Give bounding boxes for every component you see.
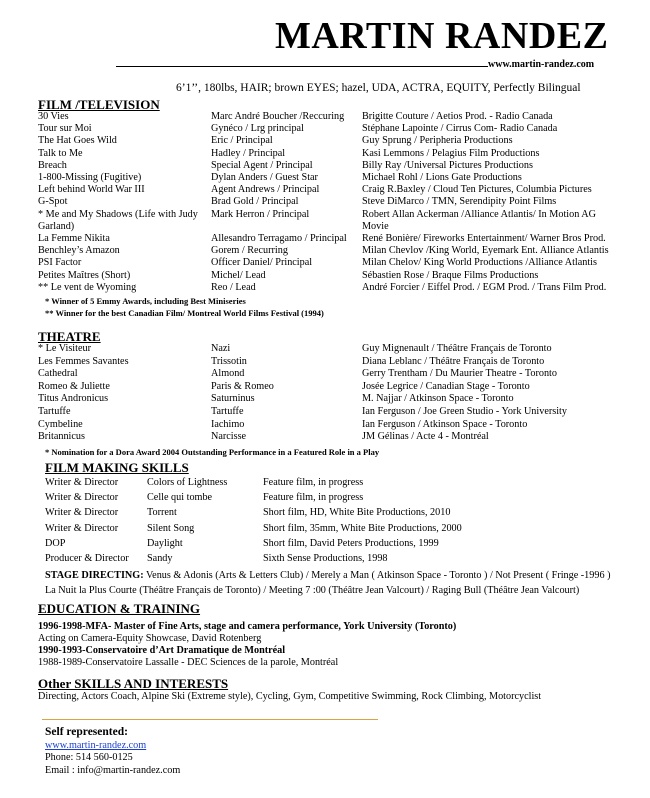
film-company: Guy Sprung / Peripheria Productions xyxy=(362,135,513,147)
theatre-title: Britannicus xyxy=(38,431,85,443)
filmmaking-project: Daylight xyxy=(147,537,183,549)
education-section-title: EDUCATION & TRAINING xyxy=(38,601,201,616)
education-mfa: 1996-1998-MFA- Master of Fine Arts, stage and camera performance, York University (Toronto) xyxy=(38,621,457,632)
film-role: Officer Daniel/ Principal xyxy=(211,257,313,269)
film-role: Michel/ Lead xyxy=(211,269,266,281)
film-role: Special Agent / Principal xyxy=(211,159,313,171)
film-title: 1-800-Missing (Fugitive) xyxy=(38,172,142,183)
film-company: André Forcier / Eiffel Prod. / EGM Prod. / Trans Film Prod. xyxy=(362,281,607,293)
contact-phone: Phone: 514 560-0125 xyxy=(45,752,133,763)
filmmaking-section-title: FILM MAKING SKILLS xyxy=(45,460,189,475)
theatre-role: Nazi xyxy=(211,343,231,354)
film-title: The Hat Goes Wild xyxy=(38,135,117,147)
theatre-title: Les Femmes Savantes xyxy=(38,355,129,367)
filmmaking-project: Silent Song xyxy=(147,522,195,534)
film-role: Marc André Boucher /Reccuring xyxy=(211,111,345,122)
contact-title: Self represented: xyxy=(45,726,128,738)
film-company: Kasi Lemmons / Pelagius Film Productions xyxy=(362,147,540,159)
film-company: Robert Allan Ackerman /Alliance Atlantis/ In Motion AG Movie xyxy=(362,208,596,232)
film-title: Benchley’s Amazon xyxy=(38,245,120,257)
film-title: PSI Factor xyxy=(38,257,82,269)
theatre-title: Romeo & Juliette xyxy=(38,380,110,392)
theatre-role: Almond xyxy=(211,368,245,380)
filmmaking-role: Writer & Director xyxy=(45,492,119,504)
filmmaking-details: Feature film, in progress xyxy=(263,477,364,488)
theatre-title: Cymbeline xyxy=(38,418,83,430)
education-conservatoire: 1990-1993-Conservatoire d’Art Dramatique de Montréal xyxy=(38,645,286,656)
film-section-title: FILM /TELEVISION xyxy=(38,97,160,112)
film-company: Steve DiMarco / TMN, Serendipity Point Films xyxy=(362,196,557,208)
filmmaking-role: Writer & Director xyxy=(45,477,119,488)
footer-divider xyxy=(42,719,378,720)
film-role: Agent Andrews / Principal xyxy=(211,184,320,196)
film-title: G-Spot xyxy=(38,196,68,208)
film-note-2: ** Winner for the best Canadian Film/ Montreal World Films Festival (1994) xyxy=(45,308,324,318)
theatre-company: Guy Mignenault / Théâtre Français de Toronto xyxy=(362,343,552,354)
header-divider xyxy=(116,66,488,67)
other-skills-title: Other SKILLS AND INTERESTS xyxy=(38,676,229,691)
film-company: Stéphane Lapointe / Cirrus Com- Radio Canada xyxy=(362,123,558,135)
filmmaking-details: Short film, HD, White Bite Productions, 2010 xyxy=(263,507,451,519)
film-company: Billy Ray /Universal Pictures Productions xyxy=(362,159,533,171)
film-role: Eric / Principal xyxy=(211,135,273,147)
film-title: * Me and My Shadows (Life with Judy Garland) xyxy=(38,208,198,232)
filmmaking-project: Sandy xyxy=(147,553,173,564)
film-title: La Femme Nikita xyxy=(38,233,110,244)
theatre-role: Saturninus xyxy=(211,393,255,405)
filmmaking-details: Sixth Sense Productions, 1998 xyxy=(263,553,388,564)
filmmaking-details: Short film, David Peters Productions, 1999 xyxy=(263,537,439,549)
theatre-title: Cathedral xyxy=(38,368,78,380)
film-role: Allesandro Terragamo / Principal xyxy=(211,233,347,244)
film-role: Reo / Lead xyxy=(211,281,256,293)
filmmaking-role: Writer & Director xyxy=(45,507,119,519)
stage-directing-label: STAGE DIRECTING: xyxy=(45,570,144,581)
filmmaking-details: Short film, 35mm, White Bite Productions, 2000 xyxy=(263,522,462,534)
film-title: ** Le vent de Wyoming xyxy=(38,281,137,293)
film-role: Brad Gold / Principal xyxy=(211,196,299,208)
theatre-section-title: THEATRE xyxy=(38,329,101,344)
theatre-company: Ian Ferguson / Joe Green Studio - York University xyxy=(362,406,567,417)
theatre-role: Trissotin xyxy=(211,355,247,367)
film-title: 30 Vies xyxy=(38,111,69,122)
theatre-role: Tartuffe xyxy=(211,406,244,417)
film-role: Gynéco / Lrg principal xyxy=(211,123,304,135)
film-role: Gorem / Recurring xyxy=(211,245,288,257)
theatre-title: Titus Andronicus xyxy=(38,393,109,405)
filmmaking-role: DOP xyxy=(45,537,66,549)
film-title: Left behind World War III xyxy=(38,184,145,196)
film-company: Milan Chevlov /King World, Eyemark Ent. Alliance Atlantis xyxy=(362,245,609,257)
theatre-role: Paris & Romeo xyxy=(211,380,274,392)
film-role: Hadley / Principal xyxy=(211,147,286,159)
film-title: Petites Maîtres (Short) xyxy=(38,269,131,281)
education-showcase: Acting on Camera-Equity Showcase, David Rotenberg xyxy=(38,633,262,644)
stage-directing-line-1 xyxy=(45,570,611,581)
theatre-title: * Le Visiteur xyxy=(38,343,91,354)
film-role: Mark Herron / Principal xyxy=(211,208,310,220)
filmmaking-project: Colors of Lightness xyxy=(147,477,228,488)
film-company: Sébastien Rose / Braque Films Productions xyxy=(362,269,539,281)
contact-website-link[interactable]: www.martin-randez.com xyxy=(45,740,147,751)
page-title: MARTIN RANDEZ xyxy=(275,15,609,57)
film-note-1: * Winner of 5 Emmy Awards, including Best Miniseries xyxy=(45,296,246,306)
film-company: Michael Rohl / Lions Gate Productions xyxy=(362,172,522,183)
education-lassalle: 1988-1989-Conservatoire Lassalle - DEC Sciences de la parole, Montréal xyxy=(38,657,339,668)
theatre-role: Iachimo xyxy=(211,418,245,430)
contact-email: Email : info@martin-randez.com xyxy=(45,765,181,776)
film-company: Brigitte Couture / Aetios Prod. - Radio Canada xyxy=(362,111,553,122)
filmmaking-details: Feature film, in progress xyxy=(263,492,364,504)
filmmaking-project: Torrent xyxy=(147,507,177,519)
theatre-company: Diana Leblanc / Théâtre Français de Toronto xyxy=(362,355,545,367)
theatre-role: Narcisse xyxy=(211,431,247,443)
film-title: Tour sur Moi xyxy=(38,123,92,135)
header-website: www.martin-randez.com xyxy=(488,59,595,70)
filmmaking-project: Celle qui tombe xyxy=(147,492,213,504)
film-company: Milan Chelov/ King World Productions /Alliance Atlantis xyxy=(362,257,597,269)
theatre-title: Tartuffe xyxy=(38,406,71,417)
theatre-company: Gerry Trentham / Du Maurier Theatre - Toronto xyxy=(362,368,557,380)
filmmaking-role: Writer & Director xyxy=(45,522,119,534)
film-role: Dylan Anders / Guest Star xyxy=(211,172,318,183)
physical-stats: 6’1’’, 180lbs, HAIR; brown EYES; hazel, UDA, ACTRA, EQUITY, Perfectly Bilingual xyxy=(176,82,581,94)
theatre-company: Ian Ferguson / Atkinson Space - Toronto xyxy=(362,418,528,430)
stage-directing-line-2: La Nuit la Plus Courte (Théâtre Français de Toronto) / Meeting 7 :00 (Théâtre Jean Valcourt) / Raging Bull (Théâtre Jean Valcourt) xyxy=(45,585,580,596)
theatre-company: M. Najjar / Atkinson Space - Toronto xyxy=(362,393,514,405)
theatre-note: * Nomination for a Dora Award 2004 Outstanding Performance in a Featured Role in a Play xyxy=(45,447,380,457)
other-skills-text: Directing, Actors Coach, Alpine Ski (Extreme style), Cycling, Gym, Competitive Swimming, Rock Climbing, Motorcyclist xyxy=(38,691,542,702)
film-company: René Bonière/ Fireworks Entertainment/ Warner Bros Prod. xyxy=(362,233,606,244)
theatre-company: Josée Legrice / Canadian Stage - Toronto xyxy=(362,380,530,392)
film-company: Craig R.Baxley / Cloud Ten Pictures, Columbia Pictures xyxy=(362,184,592,196)
theatre-company: JM Gélinas / Acte 4 - Montréal xyxy=(362,431,489,443)
filmmaking-role: Producer & Director xyxy=(45,553,129,564)
film-title: Talk to Me xyxy=(38,147,83,159)
stage-directing-text: Venus & Adonis (Arts & Letters Club) / Merely a Man ( Atkinson Space - Toronto ) / Not Present ( Fringe -1996 ) xyxy=(143,570,611,581)
film-title: Breach xyxy=(38,159,67,171)
